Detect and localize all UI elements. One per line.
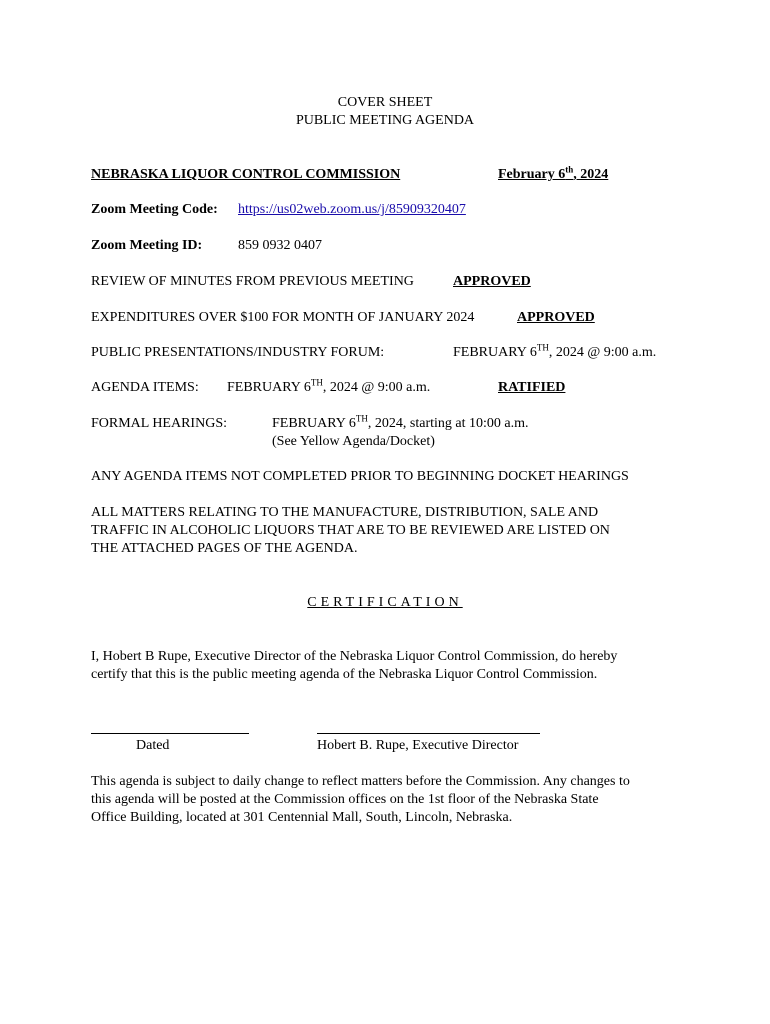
- forum-date: FEBRUARY 6TH, 2024 @ 9:00 a.m.: [453, 342, 657, 360]
- director-signature-line: [317, 733, 540, 734]
- matters-line-1: ALL MATTERS RELATING TO THE MANUFACTURE, DISTRIBUTION, SALE AND: [91, 505, 599, 520]
- zoom-id-label: Zoom Meeting ID:: [91, 238, 203, 253]
- cover-sheet-title: COVER SHEET: [337, 95, 433, 110]
- formal-hearings-label: FORMAL HEARINGS:: [91, 416, 227, 431]
- agenda-items-label: AGENDA ITEMS:: [91, 380, 199, 395]
- matters-line-3: THE ATTACHED PAGES OF THE AGENDA.: [91, 541, 358, 556]
- signer-name: Hobert B. Rupe, Executive Director: [317, 738, 519, 753]
- agenda-items-date: FEBRUARY 6TH, 2024 @ 9:00 a.m.: [227, 377, 431, 395]
- dated-signature-line: [91, 733, 249, 734]
- forum-label: PUBLIC PRESENTATIONS/INDUSTRY FORUM:: [91, 345, 385, 360]
- certification-heading: CERTIFICATION: [307, 595, 463, 610]
- minutes-status: APPROVED: [453, 274, 531, 289]
- expenditures-status: APPROVED: [517, 310, 595, 325]
- formal-hearings-date: FEBRUARY 6TH, 2024, starting at 10:00 a.m.: [272, 413, 529, 431]
- agenda-items-status: RATIFIED: [498, 380, 566, 395]
- formal-hearings-note: (See Yellow Agenda/Docket): [272, 434, 435, 449]
- footer-line-1: This agenda is subject to daily change to reflect matters before the Commission. Any changes to: [91, 774, 630, 789]
- minutes-review-label: REVIEW OF MINUTES FROM PREVIOUS MEETING: [91, 274, 414, 289]
- incomplete-items-note: ANY AGENDA ITEMS NOT COMPLETED PRIOR TO BEGINNING DOCKET HEARINGS: [91, 469, 629, 484]
- zoom-meeting-link[interactable]: https://us02web.zoom.us/j/85909320407: [238, 202, 466, 217]
- certification-body-2: certify that this is the public meeting agenda of the Nebraska Liquor Control Commission.: [91, 667, 598, 682]
- zoom-code-label: Zoom Meeting Code:: [91, 202, 218, 217]
- zoom-id-value: 859 0932 0407: [238, 238, 322, 253]
- meeting-date: February 6th, 2024: [498, 164, 609, 182]
- certification-body-1: I, Hobert B Rupe, Executive Director of the Nebraska Liquor Control Commission, do hereby: [91, 649, 618, 664]
- footer-line-3: Office Building, located at 301 Centennial Mall, South, Lincoln, Nebraska.: [91, 810, 513, 825]
- agenda-title: PUBLIC MEETING AGENDA: [295, 113, 475, 128]
- expenditures-label: EXPENDITURES OVER $100 FOR MONTH OF JANUARY 2024: [91, 310, 475, 325]
- dated-label: Dated: [136, 738, 170, 753]
- org-name: NEBRASKA LIQUOR CONTROL COMMISSION: [91, 167, 401, 182]
- matters-line-2: TRAFFIC IN ALCOHOLIC LIQUORS THAT ARE TO BE REVIEWED ARE LISTED ON: [91, 523, 610, 538]
- footer-line-2: this agenda will be posted at the Commission offices on the 1st floor of the Nebraska State: [91, 792, 599, 807]
